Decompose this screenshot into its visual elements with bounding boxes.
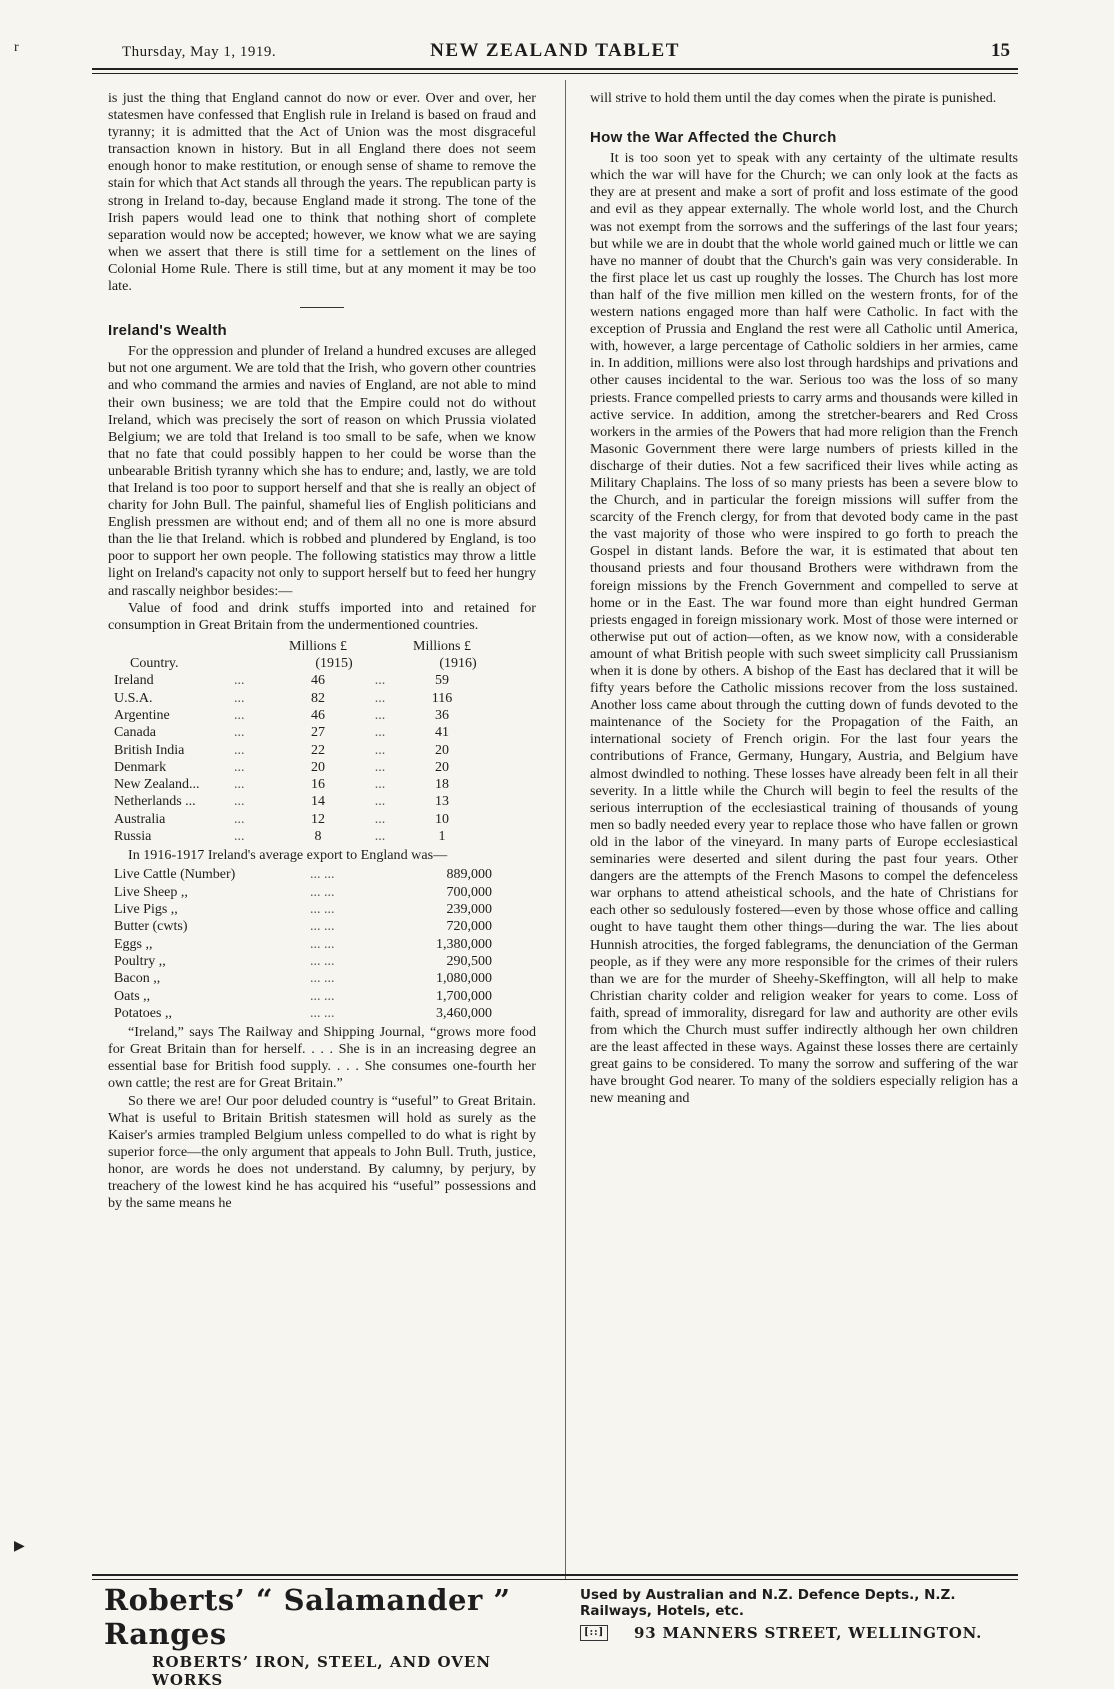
col-year-1916: (1916): [439, 656, 477, 672]
export-item: Live Cattle (Number): [114, 867, 236, 883]
leader-dots: ...: [234, 742, 245, 758]
leader-dots: ...: [234, 777, 245, 793]
ad-brand-block: [104, 1583, 559, 1689]
export-value: 700,000: [446, 884, 492, 900]
value-1916-cell: 116: [431, 690, 453, 706]
leader-dots: ...: [234, 829, 245, 845]
export-item: Live Pigs ,,: [114, 902, 178, 918]
export-value: 1,080,000: [436, 971, 492, 987]
church-paragraph: It is too soon yet to speak with any certainty of the ultimate results which the war will have for the Church; we can only look at the facts as they are at present and make a sort of profit and loss estimate of the good and evil as they appear externally. The whole world lost, and the Church was not exempt from the sorrows and the sufferings of the last four years; but while we are in doubt that the whole world gained much or little we can have no manner of doubt that the Church's gain was very considerable. In the first place let us cast up roughly the losses. The Church has lost more than half of the five million men killed on the western fronts, for of the western nations engaged more than half were Catholic. In fact with the exception of Prussia and England the rest were all Catholic until America, with, however, a large percentage of Catholic soldiers in her armies, came in. In addition, millions were also lost through hardships and privations and other causes incidental to the war. Serious too was the loss of so many priests. France compelled priests to carry arms and thousands were killed in active service. In addition, among the stretcher-bearers and Red Cross workers in the armies of the Powers that had more religion than the French Masonic Government there were large numbers of priests killed in the discharge of their duties. Not a few sacrificed their lives while acting as Military Chaplains. The loss of so many priests has been a severe blow to the Church, and in particular the foreign missions will suffer from the scarcity of the French clergy, for from that devoted body came in the past the vast majority of those who were inspired to go forth to preach the Gospel in distant lands. Before the war, it is estimated that about ten thousand priests and four thousand Brothers were withdrawn from the foreign missions by the French Government and compelled to serve at home or in the East. The war found more than eight hundred German priests engaged in foreign missionary work. Most of those were interned or otherwise put out of action—often, as we know now, with a considerable amount of what British people with such sweet simplicity call Prussianism when it is done by others. A bishop of the East has declared that it will be fifty years before the Catholic missions recover from the loss sustained. Another loss came about through the cutting down of funds devoted to the maintenance of the Society for the Propagation of the Faith, an international society of French origin. For the last four years the contributions of France, Germany, Hungary, Austria, and Belgium have almost dwindled to nothing. These losses have already been felt in all their severity. In a little while the Church will begin to feel the results of the serious interruption of the ecclesiastical training of thousands of young men so badly needed every year to replace those who have fallen or grown old in the labor of the vineyard. In many parts of Europe ecclesiastical seminaries were deserted and silent during the past four years. Other dangers are the attempts of the French Masons to compel the defenceless war orphans to attend atheistical schools, and the hate of Christians for each other so sedulously fostered—even by those whose office and calling ought to have taught them other things—during the war. The lies about Hunnish atrocities, the forged fablegrams, the denunciation of the German people, as if they were any more responsible for the crimes of their rulers than we are for the murder of Sheehy-Skeffington, will all help to make Christian charity colder and religion weaker for years to come. Loss of faith, spread of immorality, disregard for law and authority are other evils from which the Church must suffer indirectly although her own children are the least affected in these ways. Against these losses there are certainly great gains to be considered. To many the sorrow and suffering of the war have brought God nearer. To many of the soldiers especially religion has a new meaning and: [590, 150, 1018, 1107]
export-value: 720,000: [446, 919, 492, 935]
leader-dots: ...: [374, 690, 386, 706]
country-cell: New Zealand...: [114, 777, 200, 793]
country-cell: Russia: [114, 829, 152, 845]
issue-date: Thursday, May 1, 1919.: [122, 44, 277, 60]
footer-rule: [92, 1574, 1018, 1576]
col-year-1915: (1915): [315, 656, 353, 672]
ad-brand-name: Roberts’ “ Salamander ” Ranges: [104, 1583, 511, 1651]
export-row: [108, 901, 536, 918]
table-row: [108, 793, 536, 810]
export-value: 239,000: [446, 902, 492, 918]
table-header-units: [108, 638, 536, 655]
leader-dots: ...: [374, 673, 386, 689]
leader-dots: ...: [234, 811, 245, 827]
exports-list: [108, 866, 536, 1022]
value-1915-cell: 46: [311, 708, 325, 723]
country-cell: Denmark: [114, 759, 167, 775]
country-cell: Ireland: [114, 673, 154, 689]
value-1915-cell: 14: [311, 794, 325, 810]
table-row: [108, 776, 536, 793]
export-row: [108, 936, 536, 953]
table-header-years: [108, 655, 536, 672]
page-number: 15: [991, 40, 1010, 61]
leader-dots: ... ...: [310, 902, 335, 918]
leader-dots: ...: [374, 742, 386, 758]
table-row: [108, 690, 536, 707]
value-1916-cell: 10: [435, 811, 449, 827]
leader-dots: ... ...: [310, 1005, 335, 1021]
country-cell: Canada: [114, 725, 156, 741]
leader-dots: ... ...: [310, 988, 335, 1004]
continuation-paragraph: will strive to hold them until the day comes when the pirate is punished.: [590, 90, 997, 106]
col-unit-1915: Millions £: [289, 638, 347, 654]
table-row: [108, 707, 536, 724]
masthead-title: NEW ZEALAND TABLET: [430, 40, 680, 61]
export-item: Oats ,,: [114, 988, 151, 1004]
leader-dots: ...: [234, 690, 245, 706]
export-row: [108, 988, 536, 1005]
export-value: 3,460,000: [436, 1005, 492, 1021]
country-cell: Argentine: [114, 708, 170, 723]
header-rule: [92, 68, 1018, 70]
country-cell: U.S.A.: [114, 690, 153, 706]
final-paragraph: So there we are! Our poor deluded country is “useful” to Great Britain. What is useful to Britain British statesmen will hold as surely as the Kaiser's armies trampled Belgium unless compelled to do what is right by superior force—the only argument that appeals to John Bull. Truth, justice, honor, are words he does not understand. By calumny, by perjury, by treachery of the lowest kind he has acquired his “useful” possessions and by the same means he: [108, 1092, 536, 1212]
leader-dots: ...: [234, 708, 245, 723]
footer-rule-thin: [92, 1579, 1018, 1580]
col-unit-1916: Millions £: [413, 638, 471, 654]
export-row: [108, 970, 536, 987]
export-row: [108, 884, 536, 901]
table-row: [108, 828, 536, 845]
export-item: Butter (cwts): [114, 919, 188, 935]
export-item: Potatoes ,,: [114, 1005, 172, 1021]
leader-dots: ...: [374, 829, 386, 845]
country-cell: Australia: [114, 811, 166, 827]
heading-irelands-wealth: Ireland's Wealth: [108, 322, 227, 340]
country-cell: Netherlands ...: [114, 794, 196, 810]
leader-dots: ...: [374, 725, 386, 741]
leader-dots: ...: [374, 777, 386, 793]
ad-sign-icon: [::]: [580, 1625, 608, 1641]
export-item: Poultry ,,: [114, 953, 166, 969]
leader-dots: ...: [234, 759, 245, 775]
ad-works-name: ROBERTS’ IRON, STEEL, AND OVEN WORKS: [152, 1653, 492, 1689]
value-1915-cell: 82: [311, 690, 325, 706]
export-row: [108, 866, 536, 883]
value-1915-cell: 12: [311, 811, 325, 827]
value-1916-cell: 20: [435, 742, 449, 758]
leader-dots: ...: [234, 673, 245, 689]
leader-dots: ... ...: [310, 971, 335, 987]
imports-table: [108, 638, 536, 846]
leader-dots: ... ...: [310, 884, 335, 900]
leader-dots: ...: [234, 794, 245, 810]
export-value: 1,380,000: [436, 936, 492, 952]
value-1916-cell: 41: [435, 725, 449, 741]
value-1916-cell: 1: [438, 829, 446, 845]
leader-dots: ... ...: [310, 867, 335, 883]
leader-dots: ... ...: [310, 919, 335, 935]
column-divider: [565, 80, 566, 1580]
header-rule-thin: [92, 73, 1018, 74]
leader-dots: ...: [234, 725, 245, 741]
value-1915-cell: 46: [311, 673, 325, 689]
ad-address-line: [580, 1625, 1016, 1641]
ad-details-block: [580, 1587, 1016, 1641]
export-row: [108, 918, 536, 935]
ad-used-by: Used by Australian and N.Z. Defence Depts., N.Z. Railways, Hotels, etc.: [580, 1587, 956, 1619]
left-column: [108, 90, 536, 1212]
export-row: [108, 953, 536, 970]
table-row: [108, 742, 536, 759]
export-item: Eggs ,,: [114, 936, 153, 952]
leader-dots: ...: [374, 759, 386, 775]
leader-dots: ...: [374, 708, 386, 723]
heading-war-church: How the War Affected the Church: [590, 129, 837, 147]
export-value: 1,700,000: [436, 988, 492, 1004]
leader-dots: ...: [374, 811, 386, 827]
value-1915-cell: 16: [311, 777, 325, 793]
leader-dots: ... ...: [310, 953, 335, 969]
value-1916-cell: 36: [435, 708, 449, 723]
quote-paragraph: “Ireland,” says The Railway and Shipping Journal, “grows more food for Great Britain than for herself. . . . She is in an increasing degree an essential base for British food supply. . . . She consumes one-fourth her own cattle; the rest are for Great Britain.”: [108, 1024, 536, 1092]
value-1916-cell: 18: [435, 777, 449, 793]
value-1915-cell: 8: [314, 829, 322, 845]
value-1915-cell: 20: [311, 759, 325, 775]
value-1915-cell: 27: [311, 725, 325, 741]
export-row: [108, 1005, 536, 1022]
table-row: [108, 811, 536, 828]
page-header: [92, 38, 1018, 68]
table-body: [108, 672, 536, 845]
table-row: [108, 672, 536, 689]
wealth-paragraph: For the oppression and plunder of Ireland a hundred excuses are alleged but not one argument. We are told that the Irish, who govern other countries and who command the armies and navies of England, are not able to mind their own business; we are told that the Empire could not do without Ireland, which was precisely the sort of reason on which Prussia violated Belgium; we are told that Ireland is too small to be safe, when we know that no fate that could possibly happen to her could be worse than the unbearable British tyranny which she has to endure; and, lastly, we are told that Ireland is too poor to support herself and that she is really an object of charity for John Bull. The painful, shameful lies of English politicians and English pressmen are without end; and of them all no one is more absurd than the lie that Ireland. which is robbed and plundered by England, is too poor to support her own people. The following statistics may throw a little light on Ireland's capacity not only to support herself but to feed her hungry and rascally neighbor besides:—: [108, 343, 536, 599]
value-paragraph: Value of food and drink stuffs imported into and retained for consumption in Great Britain from the undermentioned countries.: [108, 599, 536, 633]
export-value: 889,000: [446, 867, 492, 883]
section-rule: [300, 307, 344, 308]
right-column: [590, 90, 1018, 1107]
margin-mark-bottom: ▶: [14, 1539, 25, 1554]
table-row: [108, 724, 536, 741]
value-1915-cell: 22: [311, 742, 325, 758]
margin-mark-top: r: [14, 40, 19, 55]
value-1916-cell: 20: [435, 759, 449, 775]
export-paragraph: In 1916-1917 Ireland's average export to England was—: [128, 847, 448, 864]
col-country: Country.: [130, 656, 179, 672]
export-item: Live Sheep ,,: [114, 884, 188, 900]
country-cell: British India: [114, 742, 185, 758]
export-item: Bacon ,,: [114, 971, 161, 987]
value-1916-cell: 59: [435, 673, 449, 689]
intro-paragraph: is just the thing that England cannot do now or ever. Over and over, her statesmen have confessed that English rule in Ireland is based on fraud and tyranny; it is admitted that the Act of Union was the most disgraceful transaction known in history. But in all England there does not seem enough honor to make restitution, or enough sense of shame to remove the stain for which that Act stands all through the years. The republican party is strong in Ireland to-day, because England made it strong. The tone of the Irish papers would lead one to think that nothing short of complete separation would now be accepted; however, we know what we are saying when we assert that there is still time for a settlement on the lines of Colonial Home Rule. There is still time, but at any moment it may be too late.: [108, 90, 536, 295]
value-1916-cell: 13: [435, 794, 449, 810]
ad-address: 93 MANNERS STREET, WELLINGTON.: [634, 1624, 983, 1642]
leader-dots: ... ...: [310, 936, 335, 952]
leader-dots: ...: [374, 794, 386, 810]
table-row: [108, 759, 536, 776]
advertisement: [92, 1583, 1018, 1689]
export-value: 290,500: [446, 953, 492, 969]
